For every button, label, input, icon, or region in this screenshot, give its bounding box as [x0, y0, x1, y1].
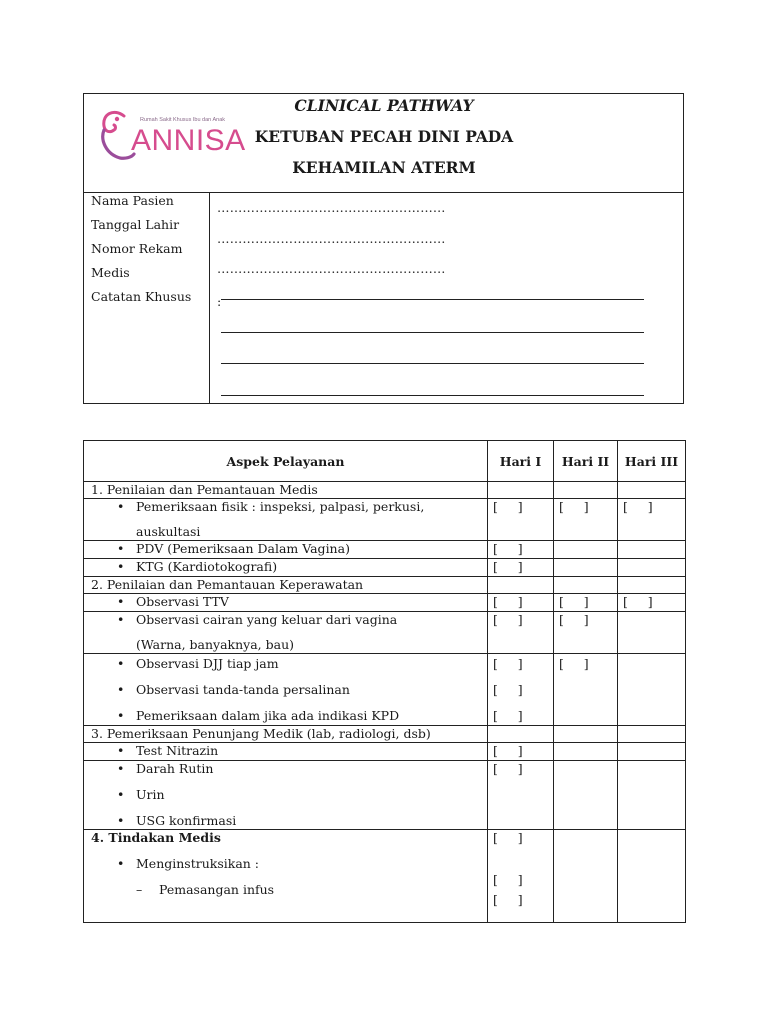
- table-row: [84, 594, 686, 612]
- item-pdv: • PDV (Pemeriksaan Dalam Vagina): [84, 541, 487, 557]
- item-observasi-djj: • Observasi DJJ tiap jam: [84, 656, 487, 672]
- header-hari-3: Hari III: [618, 441, 686, 482]
- item-pemeriksaan-dalam: • Pemeriksaan dalam jika ada indikasi KPD: [84, 708, 487, 724]
- nomor-rekam-medis-field[interactable]: ………………………………………………: [217, 261, 446, 276]
- checkbox-day1[interactable]: [ ]: [493, 594, 523, 609]
- table-row: [84, 559, 686, 577]
- section-row: [84, 577, 686, 594]
- table-header-row: [84, 441, 686, 482]
- section-title-1: 1. Penilaian dan Pemantauan Medis: [84, 482, 488, 499]
- item-pemeriksaan-fisik: • Pemeriksaan fisik : inspeksi, palpasi, perkusi,: [84, 499, 487, 515]
- label-tanggal-lahir: Tanggal Lahir: [91, 217, 180, 232]
- catatan-khusus-line-2[interactable]: [221, 332, 644, 333]
- label-nama-pasien: Nama Pasien: [91, 193, 174, 208]
- label-nomor-rekam: Nomor Rekam: [91, 241, 183, 256]
- section-row: [84, 482, 686, 499]
- table-row: [84, 612, 686, 654]
- tanggal-lahir-field[interactable]: ………………………………………………: [217, 231, 446, 246]
- checkbox-day1[interactable]: [ ]: [493, 656, 523, 671]
- checkbox-day1[interactable]: [ ]: [493, 708, 523, 723]
- checkbox-day1[interactable]: [ ]: [493, 559, 523, 574]
- label-catatan-khusus: Catatan Khusus: [91, 289, 192, 304]
- checkbox-day1[interactable]: [ ]: [493, 612, 523, 627]
- document-subtitle-line-2: KEHAMILAN ATERM: [292, 158, 476, 177]
- item-pemeriksaan-fisik-cont: auskultasi: [136, 524, 201, 539]
- checkbox-day2[interactable]: [ ]: [559, 612, 589, 627]
- catatan-khusus-line-4[interactable]: [221, 395, 644, 396]
- checkbox-day1[interactable]: [ ]: [493, 682, 523, 697]
- checkbox-day1[interactable]: [ ]: [493, 761, 523, 776]
- table-row: [84, 743, 686, 761]
- item-ktg: • KTG (Kardiotokografi): [84, 559, 487, 575]
- logo-tagline: Rumah Sakit Khusus Ibu dan Anak: [140, 117, 225, 123]
- header-hari-1: Hari I: [488, 441, 554, 482]
- table-row: [84, 654, 686, 726]
- logo-name: ANNISA: [131, 124, 246, 157]
- header-column-divider: [209, 192, 210, 403]
- section-title-3: 3. Pemeriksaan Penunjang Medik (lab, radiologi, dsb): [84, 726, 488, 743]
- checkbox-day1[interactable]: [ ]: [493, 892, 523, 907]
- item-observasi-ttv: • Observasi TTV: [84, 594, 487, 610]
- section-title-4: 4. Tindakan Medis: [91, 830, 221, 845]
- logo-figure-icon: [96, 102, 136, 162]
- catatan-khusus-line-1[interactable]: [221, 299, 644, 300]
- checkbox-day1[interactable]: [ ]: [493, 499, 523, 514]
- section-row: [84, 726, 686, 743]
- table-row: [84, 499, 686, 541]
- header-box: [83, 93, 684, 404]
- checkbox-day1[interactable]: [ ]: [493, 830, 523, 845]
- table-row: [84, 761, 686, 830]
- item-pemasangan-infus: – Pemasangan infus: [84, 882, 487, 898]
- header-divider: [84, 192, 683, 193]
- catatan-khusus-colon: :: [217, 294, 222, 309]
- checkbox-day1[interactable]: [ ]: [493, 872, 523, 887]
- checkbox-day1[interactable]: [ ]: [493, 541, 523, 556]
- item-darah-rutin: • Darah Rutin: [84, 761, 487, 777]
- item-test-nitrazin: • Test Nitrazin: [84, 743, 487, 759]
- header-aspek-pelayanan: Aspek Pelayanan: [84, 441, 488, 482]
- item-observasi-persalinan: • Observasi tanda-tanda persalinan: [84, 682, 487, 698]
- clinical-pathway-table: [83, 440, 686, 923]
- document-title: CLINICAL PATHWAY: [294, 96, 474, 115]
- checkbox-day2[interactable]: [ ]: [559, 499, 589, 514]
- document-subtitle-line-1: KETUBAN PECAH DINI PADA: [254, 127, 514, 146]
- table-row: [84, 541, 686, 559]
- header-hari-2: Hari II: [554, 441, 618, 482]
- checkbox-day1[interactable]: [ ]: [493, 743, 523, 758]
- nama-pasien-field[interactable]: ………………………………………………: [217, 200, 446, 215]
- item-observasi-cairan: • Observasi cairan yang keluar dari vagina: [84, 612, 487, 628]
- item-observasi-cairan-cont: (Warna, banyaknya, bau): [136, 637, 295, 652]
- item-usg: • USG konfirmasi: [84, 813, 487, 829]
- label-medis: Medis: [91, 265, 130, 280]
- item-urin: • Urin: [84, 787, 487, 803]
- catatan-khusus-line-3[interactable]: [221, 363, 644, 364]
- checkbox-day2[interactable]: [ ]: [559, 594, 589, 609]
- table-row: [84, 830, 686, 923]
- section-title-2: 2. Penilaian dan Pemantauan Keperawatan: [84, 577, 488, 594]
- checkbox-day3[interactable]: [ ]: [623, 594, 653, 609]
- item-menginstruksikan: • Menginstruksikan :: [84, 856, 487, 872]
- checkbox-day2[interactable]: [ ]: [559, 656, 589, 671]
- checkbox-day3[interactable]: [ ]: [623, 499, 653, 514]
